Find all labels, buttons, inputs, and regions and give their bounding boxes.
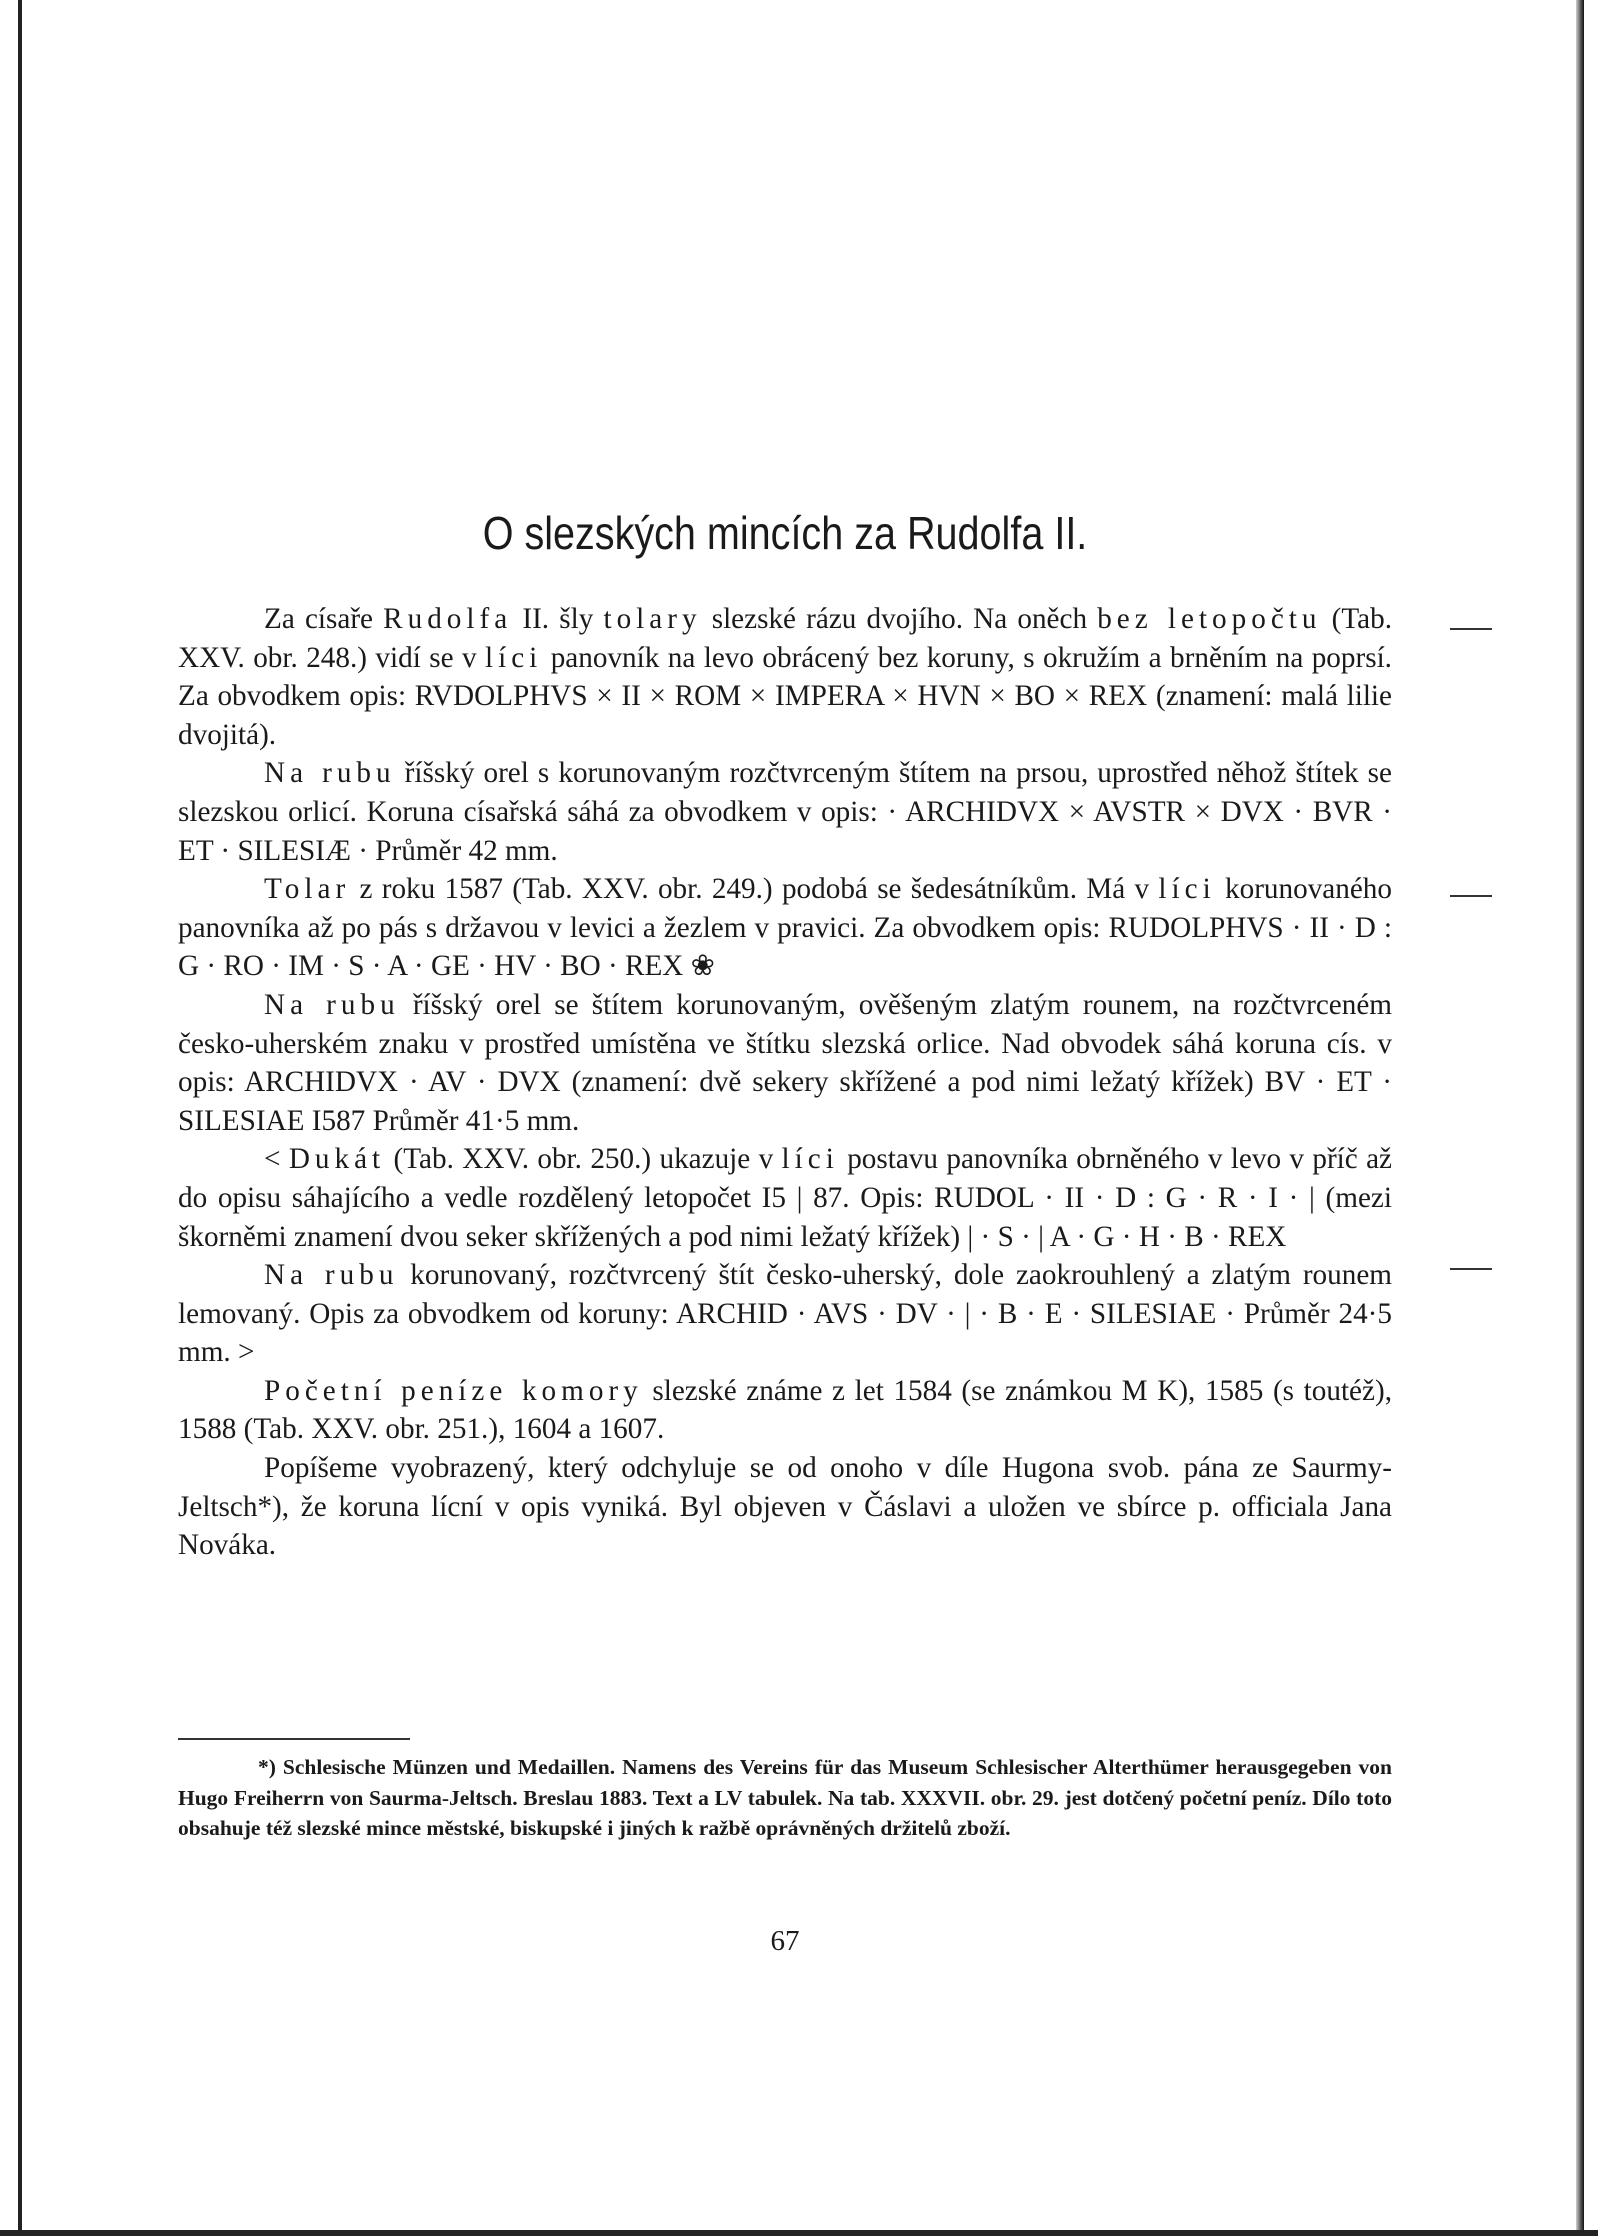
text-run: II. šly bbox=[512, 603, 604, 635]
margin-mark bbox=[1450, 1268, 1492, 1270]
text-run: slezské rázu dvojího. Na oněch bbox=[701, 603, 1098, 635]
text-run: slezské známe z let 1584 (se známkou M K), 1585 (s toutéž), 1588 (Tab. XXV. obr. 251.), 1604 a 1607. bbox=[178, 1374, 1392, 1446]
text-run: korunovaného panovníka až po pás s državou v levici a žezlem v pravici. Za obvodkem opis: RUDOLPHVS · II · D : G · RO · IM · S · A · GE · HV · BO · REX ❀ bbox=[178, 873, 1392, 983]
text-run: < bbox=[264, 1143, 289, 1176]
text-run: postavu panovníka obrněného v levo v příč až do opisu sáhajícího a vedle rozdělený letopočet I5 | 87. Opis: RUDOL · II · D : G · R · I · | (mezi škorněmi znamení dvou seker skřížených a pod nimi ležatý křížek) | · S · | A · G · H · B · REX bbox=[178, 1143, 1392, 1253]
spaced-emphasis: líci bbox=[485, 641, 543, 674]
margin-mark bbox=[1450, 895, 1492, 897]
margin-mark bbox=[1450, 628, 1492, 630]
spaced-emphasis: Početní peníze komory bbox=[264, 1374, 643, 1407]
text-run: Za císaře bbox=[264, 603, 384, 635]
document-page bbox=[178, 0, 1392, 2236]
spaced-emphasis: Na rubu bbox=[264, 757, 396, 790]
page-number: 67 bbox=[770, 1925, 800, 1957]
paragraph bbox=[178, 600, 1392, 754]
scan-right-edge bbox=[1576, 0, 1584, 2236]
text-run: (Tab. XXV. obr. 250.) ukazuje v bbox=[385, 1143, 782, 1176]
paragraph bbox=[178, 986, 1392, 1140]
paragraph bbox=[178, 870, 1392, 986]
paragraph bbox=[178, 1372, 1392, 1449]
text-run: Popíšeme vyobrazený, který odchyluje se od onoho v díle Hugona svob. pána ze Saurmy-Jeltsch*), že koruna lícní v opis vyniká. Byl objeven v Čáslavi a uložen ve sbírce p. officiala Jana Nováka. bbox=[178, 1452, 1392, 1562]
spaced-emphasis: Tolar bbox=[264, 873, 351, 906]
footnote: *) Schlesische Münzen und Medaillen. Namens des Vereins für das Museum Schlesischer Alterthümer herausgegeben von Hugo Freiherrn von Saurma-Jeltsch. Breslau 1883. Text a LV tabulek. Na tab. XXXVII. obr. 29. jest dotčený početní peníz. Dílo toto obsahuje též slezské mince městské, biskupské i jiných k ražbě oprávněných držitelů zboží. bbox=[178, 1755, 1392, 1840]
footnote-rule bbox=[178, 1738, 410, 1740]
body-text bbox=[178, 600, 1392, 1565]
spaced-emphasis: tolary bbox=[603, 603, 702, 635]
spaced-emphasis: bez letopočtu bbox=[1097, 603, 1322, 635]
spaced-emphasis: Rudolfa bbox=[383, 603, 513, 635]
spaced-emphasis: líci bbox=[1158, 873, 1216, 906]
paragraph bbox=[178, 754, 1392, 870]
text-run: korunovaný, rozčtvrcený štít česko-uherský, dole zaokrouhlený a zlatým rounem lemovaný. Opis za obvodkem od koruny: ARCHID · AVS · DV · | · B · E · SILESIAE · Průměr 24·5 mm. > bbox=[178, 1259, 1392, 1369]
paragraph bbox=[178, 1256, 1392, 1372]
spaced-emphasis: Na rubu bbox=[264, 1259, 399, 1292]
spaced-emphasis: Dukát bbox=[288, 1143, 386, 1176]
text-run: panovník na levo obrácený bez koruny, s okružím a brněním na poprsí. Za obvodkem opis: RVDOLPHVS × II × ROM × IMPERA × HVN × BO × REX (znamení: malá lilie dvojitá). bbox=[178, 641, 1392, 751]
scan-left-edge bbox=[18, 0, 22, 2236]
spaced-emphasis: líci bbox=[781, 1143, 839, 1176]
text-run: z roku 1587 (Tab. XXV. obr. 249.) podobá se šedesátníkům. Má v bbox=[350, 873, 1159, 906]
page-title: O slezských mincích za Rudolfa II. bbox=[482, 507, 1088, 559]
text-run: (Tab. XXV. obr. 248.) vidí se v bbox=[178, 603, 1392, 674]
spaced-emphasis: Na rubu bbox=[264, 988, 400, 1021]
paragraph bbox=[178, 1449, 1392, 1565]
text-run: říšský orel se štítem korunovaným, ověšeným zlatým rounem, na rozčtvrceném česko-uherském znaku v prostřed umístěna ve štítku slezská orlice. Nad obvodek sáhá koruna cís. v opis: ARCHIDVX · AV · DVX (znamení: dvě sekery skřížené a pod nimi ležatý křížek) BV · ET · SILESIAE I587 Průměr 41·5 mm. bbox=[178, 988, 1392, 1137]
paragraph bbox=[178, 1140, 1392, 1256]
text-run: říšský orel s korunovaným rozčtvrceným štítem na prsou, uprostřed něhož štítek se slezskou orlicí. Koruna císařská sáhá za obvodkem v opis: · ARCHIDVX × AVSTR × DVX · BVR · ET · SILESIÆ · Průměr 42 mm. bbox=[178, 757, 1392, 867]
